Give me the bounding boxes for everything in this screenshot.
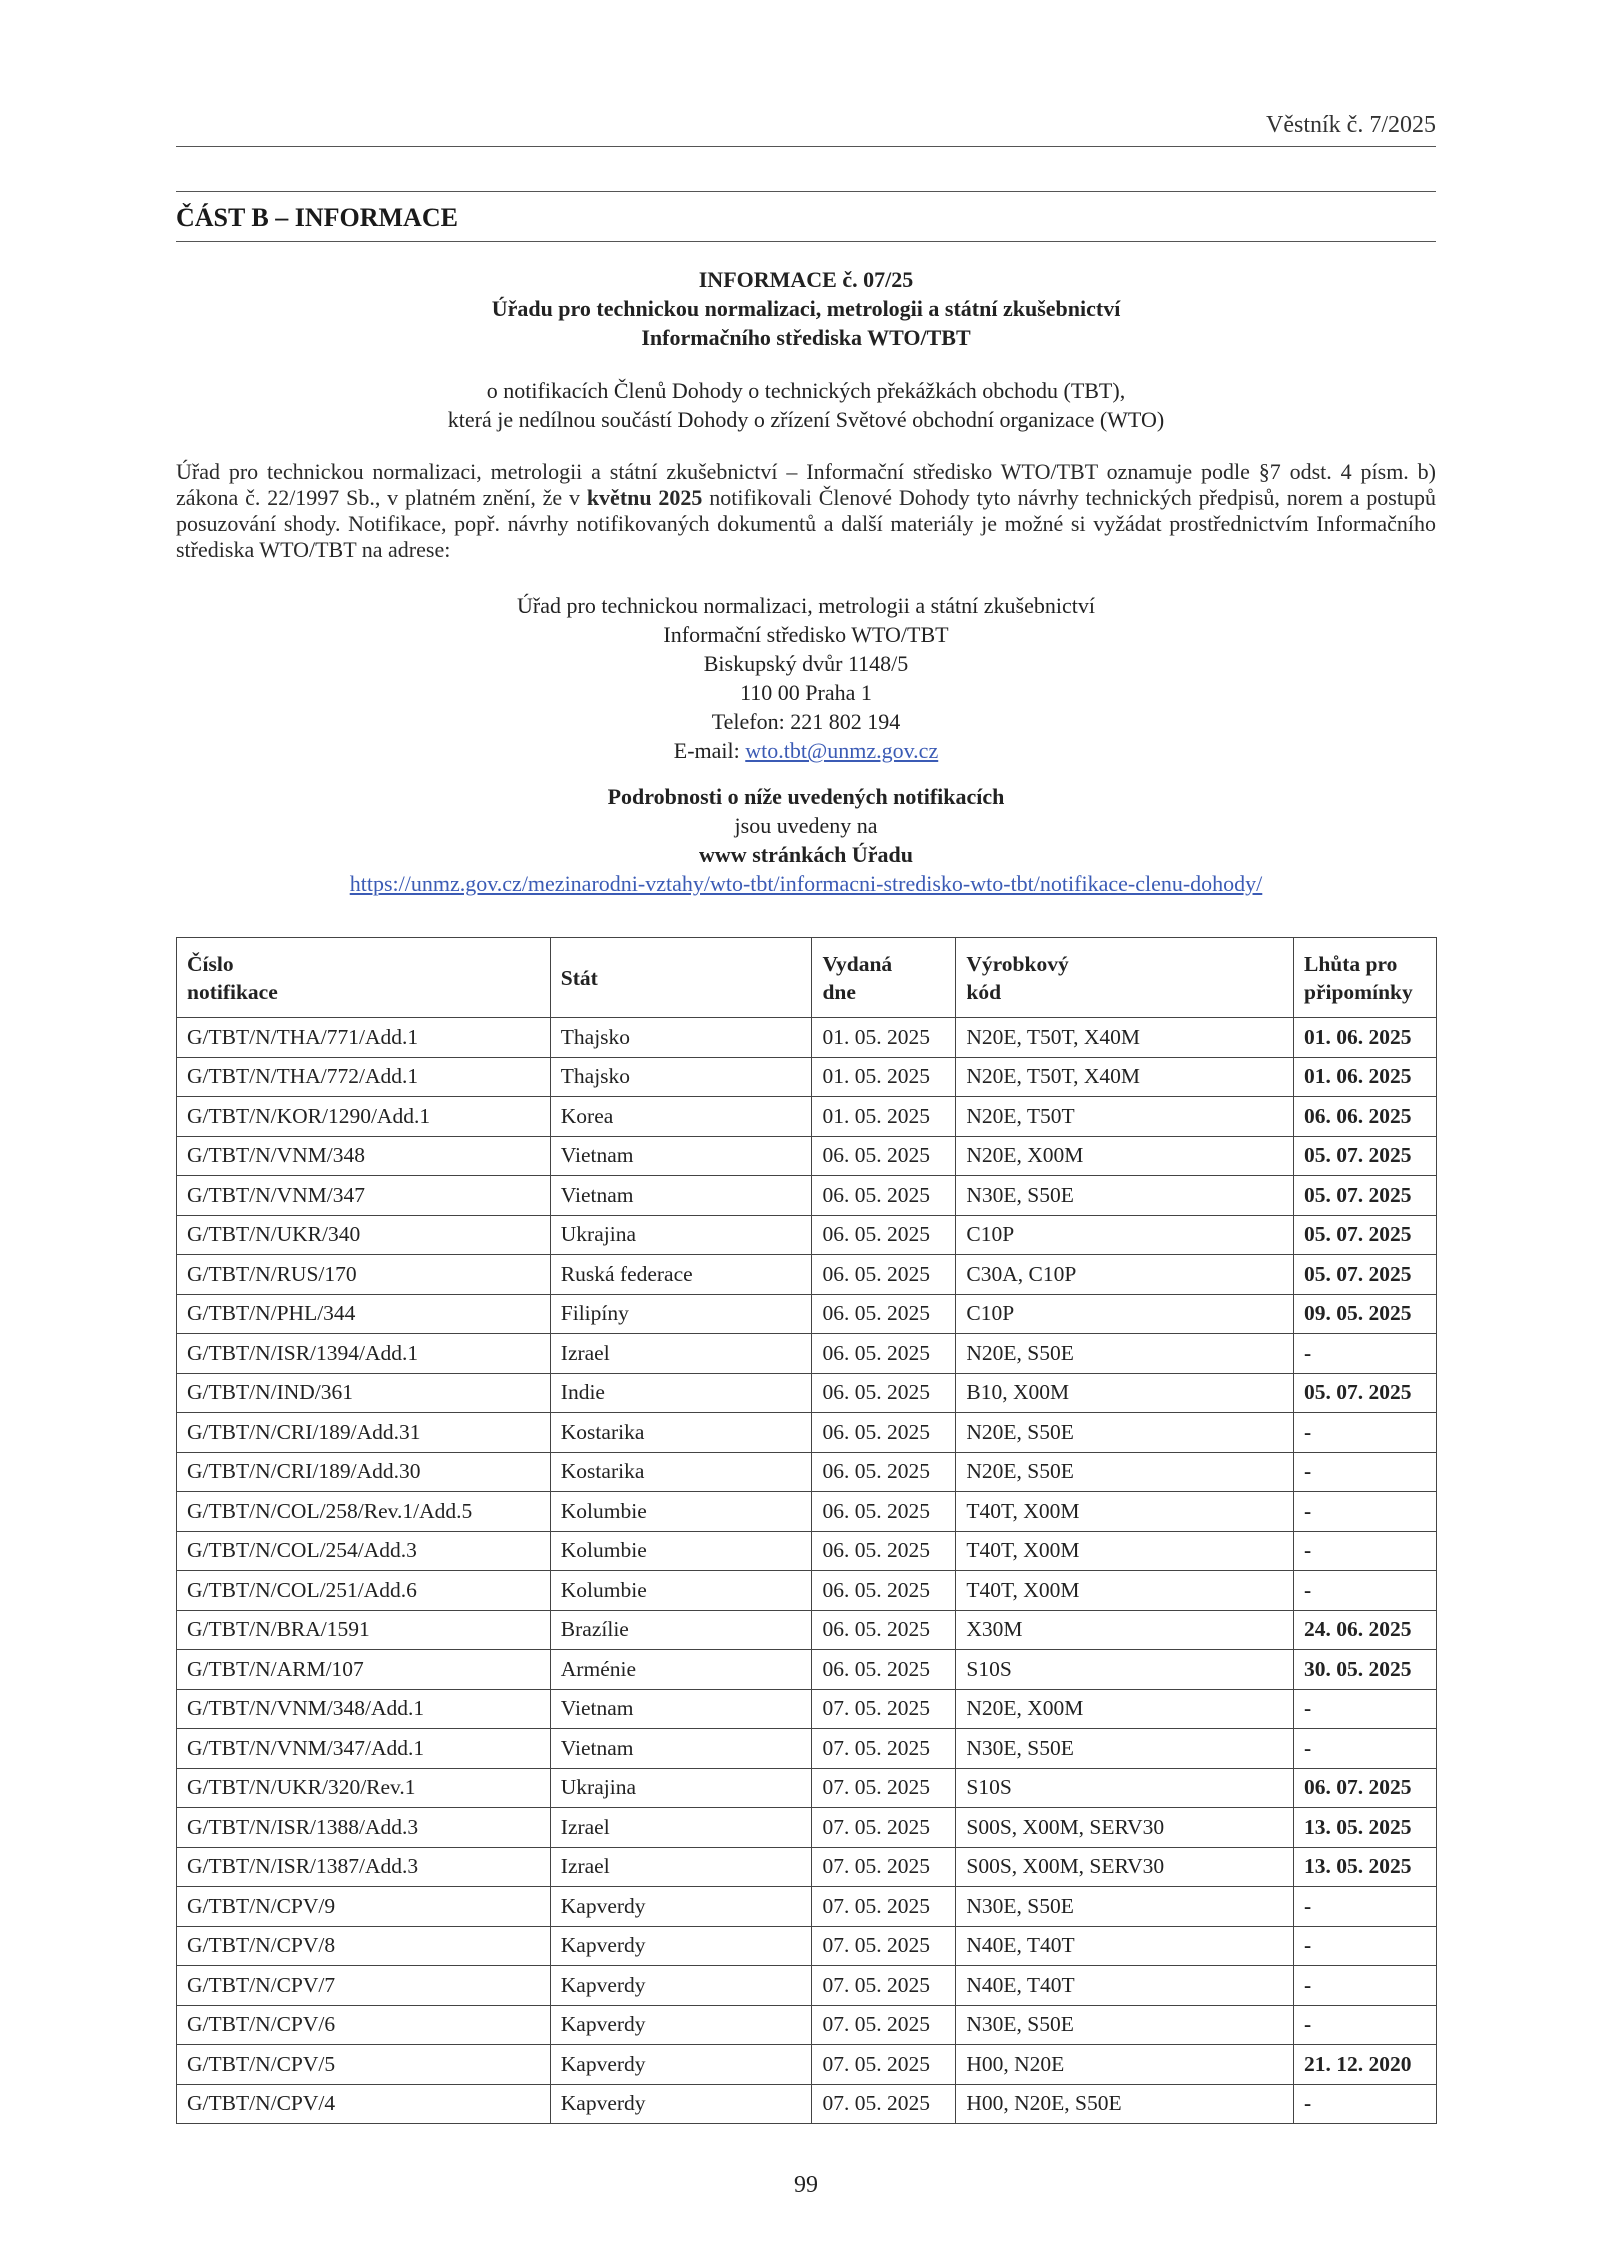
header-state: Stát	[550, 938, 812, 1018]
cell-state: Thajsko	[550, 1057, 812, 1097]
cell-state: Ukrajina	[550, 1768, 812, 1808]
cell-state: Indie	[550, 1373, 812, 1413]
cell-state: Vietnam	[550, 1729, 812, 1769]
notice-subtitle-line-1: o notifikacích Členů Dohody o technických překážkách obchodu (TBT),	[486, 378, 1126, 403]
cell-notification-number: G/TBT/N/THA/772/Add.1	[177, 1057, 551, 1097]
cell-comment-deadline: -	[1294, 1571, 1437, 1611]
table-row	[177, 1887, 1437, 1927]
table-row	[177, 1215, 1437, 1255]
table-row	[177, 1294, 1437, 1334]
cell-comment-deadline: 06. 07. 2025	[1294, 1768, 1437, 1808]
cell-comment-deadline: 05. 07. 2025	[1294, 1136, 1437, 1176]
cell-notification-number: G/TBT/N/ISR/1388/Add.3	[177, 1808, 551, 1848]
address-line-1: Úřad pro technickou normalizaci, metrologii a státní zkušebnictví	[517, 593, 1095, 618]
cell-product-code: N20E, T50T	[956, 1097, 1294, 1137]
cell-notification-number: G/TBT/N/VNM/347	[177, 1176, 551, 1216]
cell-issued-date: 07. 05. 2025	[812, 1689, 956, 1729]
cell-product-code: N20E, T50T, X40M	[956, 1018, 1294, 1058]
cell-comment-deadline: 21. 12. 2020	[1294, 2045, 1437, 2085]
cell-issued-date: 07. 05. 2025	[812, 2084, 956, 2124]
cell-issued-date: 06. 05. 2025	[812, 1452, 956, 1492]
notice-subtitle-line-2: která je nedílnou součástí Dohody o zřízení Světové obchodní organizace (WTO)	[447, 407, 1165, 432]
cell-issued-date: 06. 05. 2025	[812, 1413, 956, 1453]
table-row	[177, 1768, 1437, 1808]
cell-comment-deadline: -	[1294, 1492, 1437, 1532]
email-label: E-mail:	[673, 738, 746, 763]
cell-comment-deadline: -	[1294, 1413, 1437, 1453]
cell-product-code: N20E, S50E	[956, 1452, 1294, 1492]
cell-state: Ukrajina	[550, 1215, 812, 1255]
table-row	[177, 1176, 1437, 1216]
table-row	[177, 2084, 1437, 2124]
cell-issued-date: 06. 05. 2025	[812, 1334, 956, 1374]
cell-notification-number: G/TBT/N/VNM/348/Add.1	[177, 1689, 551, 1729]
cell-notification-number: G/TBT/N/PHL/344	[177, 1294, 551, 1334]
cell-notification-number: G/TBT/N/THA/771/Add.1	[177, 1018, 551, 1058]
table-row	[177, 1610, 1437, 1650]
cell-product-code: N20E, S50E	[956, 1413, 1294, 1453]
cell-notification-number: G/TBT/N/CPV/5	[177, 2045, 551, 2085]
cell-issued-date: 07. 05. 2025	[812, 1926, 956, 1966]
cell-product-code: N30E, S50E	[956, 1729, 1294, 1769]
cell-notification-number: G/TBT/N/COL/258/Rev.1/Add.5	[177, 1492, 551, 1532]
cell-comment-deadline: -	[1294, 2084, 1437, 2124]
cell-product-code: N20E, X00M	[956, 1689, 1294, 1729]
cell-product-code: S10S	[956, 1650, 1294, 1690]
table-row	[177, 2005, 1437, 2045]
table-row	[177, 1452, 1437, 1492]
section-rule-bottom	[176, 241, 1436, 242]
intro-text-2: notifikovali Členové Dohody tyto návrhy technických předpisů, norem a postupů posuzování shody. Notifikace, popř. návrhy notifikovaných dokumentů a další materiály je možné si vyžádat prostřednictvím Informačního střediska WTO/TBT na adrese:	[176, 485, 1436, 562]
header-comment-deadline: Lhůta pro připomínky	[1294, 938, 1437, 1018]
cell-notification-number: G/TBT/N/CRI/189/Add.30	[177, 1452, 551, 1492]
cell-comment-deadline: -	[1294, 1334, 1437, 1374]
cell-notification-number: G/TBT/N/CRI/189/Add.31	[177, 1413, 551, 1453]
cell-issued-date: 07. 05. 2025	[812, 2005, 956, 2045]
address-block	[176, 591, 1436, 765]
cell-issued-date: 07. 05. 2025	[812, 1966, 956, 2006]
cell-notification-number: G/TBT/N/ARM/107	[177, 1650, 551, 1690]
header-issued-date: Vydaná dne	[812, 938, 956, 1018]
cell-issued-date: 07. 05. 2025	[812, 1768, 956, 1808]
section-title: ČÁST B – INFORMACE	[176, 203, 458, 232]
running-header: Věstník č. 7/2025	[1266, 112, 1436, 138]
cell-comment-deadline: -	[1294, 2005, 1437, 2045]
cell-notification-number: G/TBT/N/IND/361	[177, 1373, 551, 1413]
table-row	[177, 1847, 1437, 1887]
cell-product-code: H00, N20E	[956, 2045, 1294, 2085]
cell-issued-date: 07. 05. 2025	[812, 1729, 956, 1769]
cell-notification-number: G/TBT/N/COL/251/Add.6	[177, 1571, 551, 1611]
cell-product-code: N40E, T40T	[956, 1966, 1294, 2006]
cell-state: Brazílie	[550, 1610, 812, 1650]
cell-issued-date: 07. 05. 2025	[812, 1808, 956, 1848]
cell-product-code: C10P	[956, 1294, 1294, 1334]
cell-product-code: N40E, T40T	[956, 1926, 1294, 1966]
cell-comment-deadline: 05. 07. 2025	[1294, 1373, 1437, 1413]
cell-comment-deadline: 13. 05. 2025	[1294, 1847, 1437, 1887]
cell-state: Kapverdy	[550, 1926, 812, 1966]
cell-state: Kostarika	[550, 1413, 812, 1453]
notifications-table	[176, 937, 1437, 2124]
cell-comment-deadline: -	[1294, 1887, 1437, 1927]
table-row	[177, 1729, 1437, 1769]
cell-notification-number: G/TBT/N/ISR/1387/Add.3	[177, 1847, 551, 1887]
cell-product-code: N20E, X00M	[956, 1136, 1294, 1176]
cell-comment-deadline: -	[1294, 1926, 1437, 1966]
cell-product-code: N30E, S50E	[956, 1176, 1294, 1216]
table-row	[177, 1650, 1437, 1690]
cell-issued-date: 06. 05. 2025	[812, 1136, 956, 1176]
cell-notification-number: G/TBT/N/CPV/8	[177, 1926, 551, 1966]
cell-comment-deadline: 09. 05. 2025	[1294, 1294, 1437, 1334]
cell-comment-deadline: -	[1294, 1689, 1437, 1729]
cell-state: Kapverdy	[550, 2084, 812, 2124]
cell-issued-date: 07. 05. 2025	[812, 1847, 956, 1887]
cell-comment-deadline: -	[1294, 1531, 1437, 1571]
details-line-2: jsou uvedeny na	[734, 813, 878, 838]
cell-product-code: N30E, S50E	[956, 1887, 1294, 1927]
header-product-code: Výrobkový kód	[956, 938, 1294, 1018]
cell-product-code: T40T, X00M	[956, 1531, 1294, 1571]
cell-product-code: H00, N20E, S50E	[956, 2084, 1294, 2124]
cell-comment-deadline: 01. 06. 2025	[1294, 1018, 1437, 1058]
cell-state: Izrael	[550, 1334, 812, 1374]
cell-product-code: B10, X00M	[956, 1373, 1294, 1413]
table-row	[177, 1413, 1437, 1453]
table-row	[177, 1926, 1437, 1966]
cell-state: Kolumbie	[550, 1571, 812, 1611]
cell-issued-date: 07. 05. 2025	[812, 2045, 956, 2085]
cell-product-code: C30A, C10P	[956, 1255, 1294, 1295]
cell-state: Kapverdy	[550, 2045, 812, 2085]
cell-issued-date: 06. 05. 2025	[812, 1373, 956, 1413]
cell-issued-date: 06. 05. 2025	[812, 1571, 956, 1611]
cell-state: Vietnam	[550, 1176, 812, 1216]
table-row	[177, 1531, 1437, 1571]
table-row	[177, 1255, 1437, 1295]
table-row	[177, 1136, 1437, 1176]
cell-state: Kapverdy	[550, 1887, 812, 1927]
table-row	[177, 1057, 1437, 1097]
cell-comment-deadline: 05. 07. 2025	[1294, 1255, 1437, 1295]
address-line-2: Informační středisko WTO/TBT	[663, 622, 949, 647]
cell-comment-deadline: 06. 06. 2025	[1294, 1097, 1437, 1137]
cell-comment-deadline: 01. 06. 2025	[1294, 1057, 1437, 1097]
cell-notification-number: G/TBT/N/CPV/4	[177, 2084, 551, 2124]
cell-issued-date: 06. 05. 2025	[812, 1176, 956, 1216]
cell-issued-date: 01. 05. 2025	[812, 1057, 956, 1097]
cell-product-code: X30M	[956, 1610, 1294, 1650]
details-url-link[interactable]: https://unmz.gov.cz/mezinarodni-vztahy/wto-tbt/informacni-stredisko-wto-tbt/notifikace-clenu-dohody/	[349, 871, 1263, 896]
details-line-1: Podrobnosti o níže uvedených notifikacích	[607, 784, 1005, 809]
cell-notification-number: G/TBT/N/COL/254/Add.3	[177, 1531, 551, 1571]
cell-product-code: S00S, X00M, SERV30	[956, 1847, 1294, 1887]
cell-issued-date: 06. 05. 2025	[812, 1492, 956, 1532]
cell-state: Vietnam	[550, 1689, 812, 1729]
cell-product-code: T40T, X00M	[956, 1571, 1294, 1611]
intro-text-1: Úřad pro technickou normalizaci, metrologii a státní zkušebnictví – Informační středisko WTO/TBT oznamuje podle §7 odst. 4 písm. b) zákona č. 22/1997 Sb., v platném znění, že v	[176, 459, 1436, 510]
address-phone: Telefon: 221 802 194	[711, 709, 901, 734]
table-row	[177, 1492, 1437, 1532]
cell-issued-date: 06. 05. 2025	[812, 1215, 956, 1255]
cell-product-code: C10P	[956, 1215, 1294, 1255]
email-link[interactable]: wto.tbt@unmz.gov.cz	[745, 738, 939, 763]
cell-comment-deadline: 05. 07. 2025	[1294, 1215, 1437, 1255]
cell-product-code: N20E, T50T, X40M	[956, 1057, 1294, 1097]
cell-issued-date: 01. 05. 2025	[812, 1018, 956, 1058]
cell-state: Ruská federace	[550, 1255, 812, 1295]
details-line-3: www stránkách Úřadu	[699, 842, 913, 867]
cell-notification-number: G/TBT/N/VNM/347/Add.1	[177, 1729, 551, 1769]
address-email-line	[176, 736, 1436, 765]
header-rule	[176, 146, 1436, 147]
cell-comment-deadline: -	[1294, 1452, 1437, 1492]
cell-issued-date: 06. 05. 2025	[812, 1650, 956, 1690]
notice-subtitle	[176, 376, 1436, 434]
notice-centre-line: Informačního střediska WTO/TBT	[641, 325, 971, 350]
cell-comment-deadline: -	[1294, 1729, 1437, 1769]
cell-state: Kolumbie	[550, 1531, 812, 1571]
cell-notification-number: G/TBT/N/UKR/340	[177, 1215, 551, 1255]
cell-issued-date: 06. 05. 2025	[812, 1610, 956, 1650]
cell-product-code: N30E, S50E	[956, 2005, 1294, 2045]
table-row	[177, 1373, 1437, 1413]
cell-state: Kostarika	[550, 1452, 812, 1492]
cell-comment-deadline: 05. 07. 2025	[1294, 1176, 1437, 1216]
header-notification-number: Číslo notifikace	[177, 938, 551, 1018]
intro-bold-month: květnu 2025	[586, 485, 703, 510]
table-body	[177, 1018, 1437, 2124]
cell-comment-deadline: -	[1294, 1966, 1437, 2006]
details-block	[176, 782, 1436, 898]
cell-comment-deadline: 24. 06. 2025	[1294, 1610, 1437, 1650]
cell-notification-number: G/TBT/N/ISR/1394/Add.1	[177, 1334, 551, 1374]
cell-state: Izrael	[550, 1847, 812, 1887]
cell-state: Vietnam	[550, 1136, 812, 1176]
cell-notification-number: G/TBT/N/CPV/9	[177, 1887, 551, 1927]
table-row	[177, 1689, 1437, 1729]
cell-state: Kolumbie	[550, 1492, 812, 1532]
cell-state: Izrael	[550, 1808, 812, 1848]
table-row	[177, 1571, 1437, 1611]
table-row	[177, 1097, 1437, 1137]
cell-product-code: S00S, X00M, SERV30	[956, 1808, 1294, 1848]
cell-state: Kapverdy	[550, 2005, 812, 2045]
table-row	[177, 1334, 1437, 1374]
cell-issued-date: 07. 05. 2025	[812, 1887, 956, 1927]
cell-state: Filipíny	[550, 1294, 812, 1334]
cell-product-code: S10S	[956, 1768, 1294, 1808]
cell-comment-deadline: 13. 05. 2025	[1294, 1808, 1437, 1848]
cell-issued-date: 06. 05. 2025	[812, 1294, 956, 1334]
notice-title: INFORMACE č. 07/25	[698, 267, 914, 292]
cell-product-code: T40T, X00M	[956, 1492, 1294, 1532]
table-row	[177, 1966, 1437, 2006]
cell-issued-date: 01. 05. 2025	[812, 1097, 956, 1137]
cell-state: Arménie	[550, 1650, 812, 1690]
cell-notification-number: G/TBT/N/RUS/170	[177, 1255, 551, 1295]
cell-notification-number: G/TBT/N/CPV/7	[177, 1966, 551, 2006]
cell-state: Thajsko	[550, 1018, 812, 1058]
table-row	[177, 2045, 1437, 2085]
table-header-row	[177, 938, 1437, 1018]
cell-issued-date: 06. 05. 2025	[812, 1255, 956, 1295]
notice-office-line: Úřadu pro technickou normalizaci, metrologii a státní zkušebnictví	[491, 296, 1121, 321]
table-row	[177, 1018, 1437, 1058]
notice-heading	[176, 265, 1436, 352]
cell-comment-deadline: 30. 05. 2025	[1294, 1650, 1437, 1690]
intro-paragraph	[176, 459, 1436, 563]
section-rule-top	[176, 191, 1436, 192]
address-line-4: 110 00 Praha 1	[740, 680, 872, 705]
cell-notification-number: G/TBT/N/UKR/320/Rev.1	[177, 1768, 551, 1808]
cell-state: Kapverdy	[550, 1966, 812, 2006]
cell-notification-number: G/TBT/N/BRA/1591	[177, 1610, 551, 1650]
cell-notification-number: G/TBT/N/VNM/348	[177, 1136, 551, 1176]
table-row	[177, 1808, 1437, 1848]
address-line-3: Biskupský dvůr 1148/5	[703, 651, 909, 676]
cell-product-code: N20E, S50E	[956, 1334, 1294, 1374]
cell-notification-number: G/TBT/N/CPV/6	[177, 2005, 551, 2045]
page-number: 99	[794, 2172, 818, 2198]
cell-issued-date: 06. 05. 2025	[812, 1531, 956, 1571]
cell-state: Korea	[550, 1097, 812, 1137]
cell-notification-number: G/TBT/N/KOR/1290/Add.1	[177, 1097, 551, 1137]
